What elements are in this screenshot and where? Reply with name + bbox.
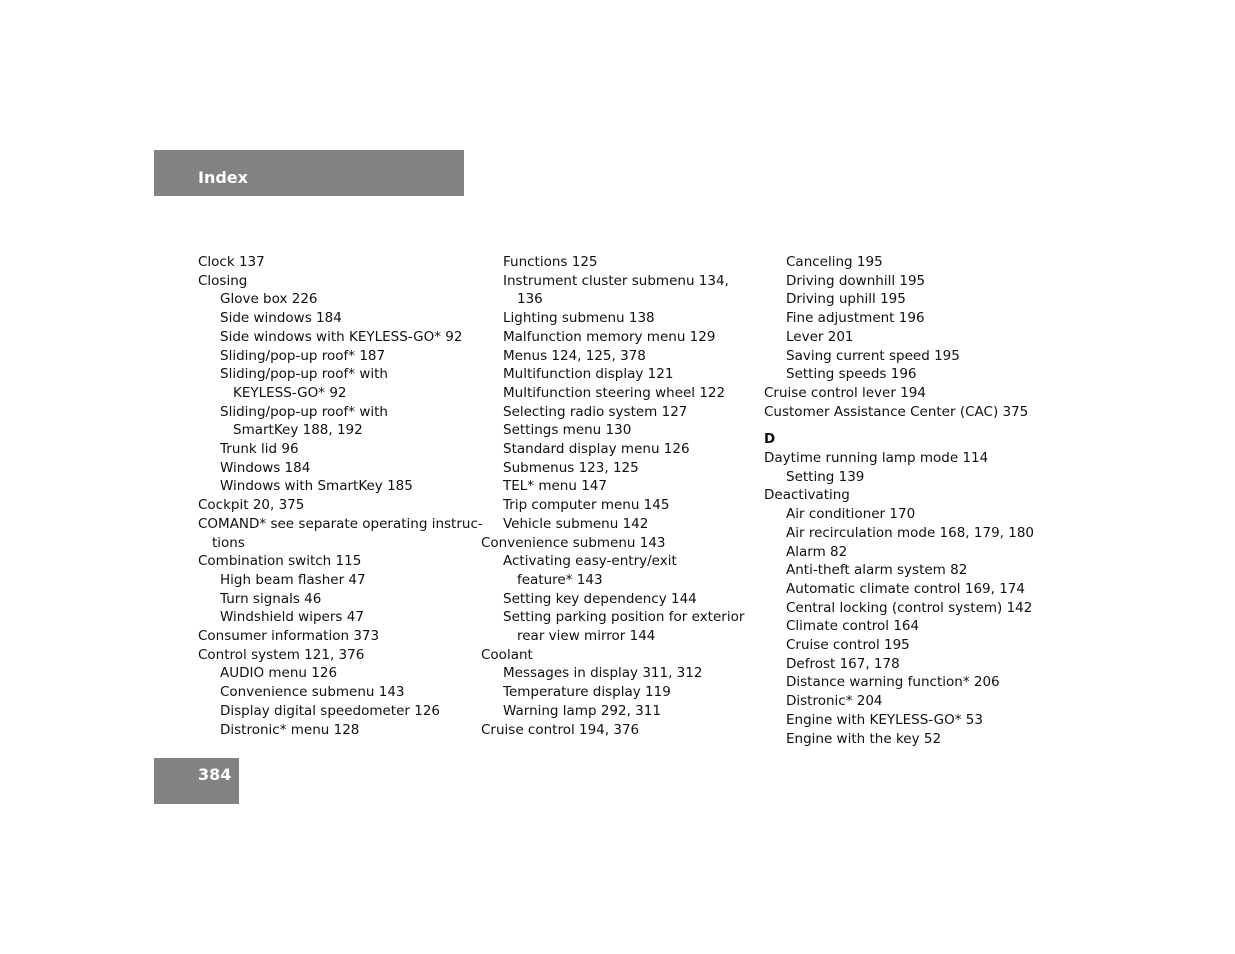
index-subentry: Lever 201 [786, 328, 854, 345]
index-subentry: Convenience submenu 143 [220, 684, 405, 701]
index-subentry: Settings menu 130 [503, 422, 632, 439]
index-subentry: Fine adjustment 196 [786, 310, 925, 327]
index-subentry: Warning lamp 292, 311 [503, 702, 661, 719]
index-subentry: Saving current speed 195 [786, 347, 960, 364]
index-subentry: Climate control 164 [786, 618, 920, 635]
index-subentry: TEL* menu 147 [503, 478, 607, 495]
index-subentry: Setting 139 [786, 468, 865, 485]
index-subentry: Turn signals 46 [220, 590, 322, 607]
index-subentry: Malfunction memory menu 129 [503, 328, 716, 345]
index-subentry: Sliding/pop-up roof* with [220, 403, 388, 420]
index-subentry: Central locking (control system) 142 [786, 599, 1033, 616]
index-subentry: Functions 125 [503, 254, 598, 270]
index-subentry: Setting speeds 196 [786, 366, 917, 383]
index-subentry: Submenus 123, 125 [503, 459, 639, 476]
index-entry: Daytime running lamp mode 114 [764, 450, 989, 467]
index-subentry: Trunk lid 96 [220, 441, 299, 458]
index-column-2 [481, 253, 743, 739]
index-subentry: Driving uphill 195 [786, 291, 906, 308]
index-subentry: KEYLESS-GO* 92 [233, 384, 347, 401]
index-subentry: Distronic* menu 128 [220, 721, 360, 738]
index-subentry: Anti-theft alarm system 82 [786, 562, 968, 579]
index-header-bar [154, 150, 464, 196]
index-subentry: 136 [517, 291, 543, 308]
page-number: 384 [198, 765, 232, 784]
index-entry: Consumer information 373 [198, 628, 380, 645]
page-number-box [154, 758, 239, 804]
index-subentry: tions [212, 534, 245, 551]
index-subentry: Defrost 167, 178 [786, 655, 900, 672]
index-subentry: Distronic* 204 [786, 693, 883, 710]
index-subentry: Selecting radio system 127 [503, 403, 688, 420]
index-entry: Clock 137 [198, 254, 265, 270]
index-subentry: Temperature display 119 [503, 684, 671, 701]
index-entry: COMAND* see separate operating instruc- [198, 515, 483, 532]
index-subentry: AUDIO menu 126 [220, 665, 338, 682]
index-subentry: Automatic climate control 169, 174 [786, 580, 1025, 597]
index-entry: Customer Assistance Center (CAC) 375 [764, 403, 1029, 420]
index-subentry: Side windows with KEYLESS-GO* 92 [220, 328, 463, 345]
index-subentry: Trip computer menu 145 [503, 497, 670, 514]
index-subentry: Glove box 226 [220, 291, 318, 308]
index-subentry: Menus 124, 125, 378 [503, 347, 646, 364]
index-subentry: Sliding/pop-up roof* 187 [220, 347, 386, 364]
index-subentry: Activating easy-entry/exit [503, 553, 677, 570]
index-subentry: Multifunction display 121 [503, 366, 674, 383]
index-column-1 [198, 253, 483, 739]
index-entry: Closing [198, 272, 248, 289]
index-subentry: Multifunction steering wheel 122 [503, 384, 726, 401]
index-subentry: Alarm 82 [786, 543, 848, 560]
index-entry: Cruise control 194, 376 [481, 721, 640, 738]
index-subentry: Cruise control 195 [786, 637, 910, 654]
index-subentry: Vehicle submenu 142 [503, 515, 649, 532]
index-subentry: Air recirculation mode 168, 179, 180 [786, 524, 1035, 541]
index-subentry: Engine with the key 52 [786, 730, 942, 747]
index-subentry: Lighting submenu 138 [503, 310, 655, 327]
index-subentry: Setting key dependency 144 [503, 590, 697, 607]
index-subentry: Setting parking position for exterior [503, 609, 745, 626]
index-subentry: Canceling 195 [786, 254, 883, 270]
index-column-3 [764, 253, 1039, 748]
index-subentry: Side windows 184 [220, 310, 342, 327]
index-subentry: Windows with SmartKey 185 [220, 478, 413, 495]
index-subentry: Instrument cluster submenu 134, [503, 272, 729, 289]
index-letter-heading: D [764, 431, 776, 448]
index-entry: Convenience submenu 143 [481, 534, 666, 551]
page-title: Index [198, 168, 248, 187]
index-subentry: Display digital speedometer 126 [220, 702, 441, 719]
index-subentry: Standard display menu 126 [503, 441, 690, 458]
index-entry: Combination switch 115 [198, 553, 362, 570]
index-subentry: Air conditioner 170 [786, 506, 916, 523]
index-entry: Cockpit 20, 375 [198, 497, 305, 514]
index-entry: Cruise control lever 194 [764, 384, 926, 401]
index-subentry: Messages in display 311, 312 [503, 665, 703, 682]
index-subentry: Windshield wipers 47 [220, 609, 364, 626]
index-subentry: Distance warning function* 206 [786, 674, 1000, 691]
index-subentry: Sliding/pop-up roof* with [220, 366, 388, 383]
index-subentry: Windows 184 [220, 459, 311, 476]
index-subentry: rear view mirror 144 [517, 628, 656, 645]
index-entry: Coolant [481, 646, 533, 663]
index-subentry: feature* 143 [517, 571, 603, 588]
index-subentry: SmartKey 188, 192 [233, 422, 363, 439]
index-entry: Control system 121, 376 [198, 646, 365, 663]
index-subentry: High beam flasher 47 [220, 571, 366, 588]
index-subentry: Engine with KEYLESS-GO* 53 [786, 711, 983, 728]
index-subentry: Driving downhill 195 [786, 272, 926, 289]
index-entry: Deactivating [764, 487, 850, 504]
